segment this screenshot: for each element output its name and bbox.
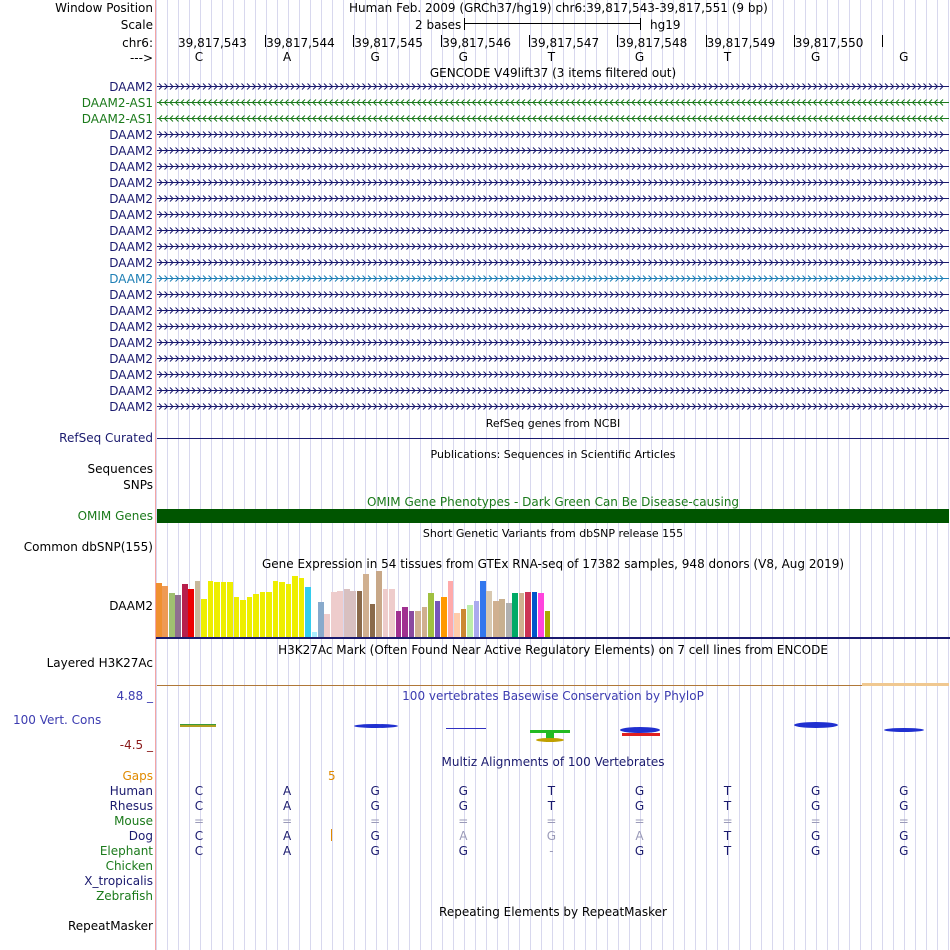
gtex-tissue-bar[interactable] xyxy=(156,583,162,637)
scale-value: 2 bases xyxy=(415,18,462,32)
gencode-transcript-model[interactable] xyxy=(157,338,949,347)
h3k27ac-track-label[interactable]: Layered H3K27Ac xyxy=(46,656,153,670)
dog-gap-marker xyxy=(331,829,332,841)
gencode-transcript-model[interactable] xyxy=(157,370,949,379)
refseq-track-title: RefSeq genes from NCBI xyxy=(485,417,621,430)
grid-line xyxy=(486,0,487,950)
multiz-aligned-base: = xyxy=(546,814,557,828)
grid-line xyxy=(156,0,157,950)
multiz-aligned-base: A xyxy=(282,829,292,843)
phylop-min-label: -4.5 _ xyxy=(119,738,153,752)
scale-label: Scale xyxy=(120,18,153,32)
multiz-aligned-base: G xyxy=(458,799,468,813)
grid-line xyxy=(915,0,916,950)
multiz-aligned-base: G xyxy=(370,844,380,858)
multiz-aligned-base: = xyxy=(634,814,645,828)
multiz-aligned-base: = xyxy=(458,814,469,828)
multiz-aligned-base: G xyxy=(634,784,645,798)
grid-line xyxy=(772,0,773,950)
multiz-aligned-base: G xyxy=(811,844,821,858)
gencode-transcript-label[interactable]: DAAM2 xyxy=(109,336,153,350)
reference-base: A xyxy=(282,50,292,64)
multiz-aligned-base: T xyxy=(547,799,556,813)
grid-line xyxy=(596,0,597,950)
grid-line xyxy=(618,0,619,950)
grid-line xyxy=(860,0,861,950)
multiz-aligned-base: G xyxy=(458,784,468,798)
gtex-tissue-bar[interactable] xyxy=(305,587,311,637)
reference-base: G xyxy=(634,50,645,64)
multiz-aligned-base: G xyxy=(370,784,380,798)
grid-line xyxy=(948,0,949,950)
gtex-tissue-bar[interactable] xyxy=(247,597,253,637)
grid-line xyxy=(695,0,696,950)
grid-line xyxy=(178,0,179,950)
grid-line xyxy=(332,0,333,950)
gtex-tissue-bar[interactable] xyxy=(182,584,188,637)
gtex-tissue-bar[interactable] xyxy=(208,581,214,637)
phylop-logo-mark-c-top xyxy=(180,724,216,725)
position-tick-label: 39,817,548 xyxy=(618,36,688,50)
multiz-aligned-base: = xyxy=(722,814,733,828)
gencode-transcript-model[interactable] xyxy=(157,178,949,187)
gtex-tissue-bar[interactable] xyxy=(286,584,292,637)
gencode-transcript-label[interactable]: DAAM2 xyxy=(109,288,153,302)
gtex-tissue-bar[interactable] xyxy=(169,593,175,637)
gencode-transcript-label[interactable]: DAAM2 xyxy=(109,208,153,222)
grid-line xyxy=(442,0,443,950)
multiz-aligned-base: C xyxy=(194,799,204,813)
gencode-transcript-label[interactable]: DAAM2 xyxy=(109,80,153,94)
gtex-tissue-bar[interactable] xyxy=(545,611,551,637)
gencode-transcript-label[interactable]: DAAM2-AS1 xyxy=(81,112,153,126)
multiz-aligned-base: = xyxy=(898,814,909,828)
grid-line xyxy=(321,0,322,950)
dbsnp-track-label[interactable]: Common dbSNP(155) xyxy=(23,540,153,554)
gencode-transcript-model[interactable] xyxy=(157,274,949,283)
position-tick-label: 39,817,543 xyxy=(178,36,247,50)
grid-line xyxy=(684,0,685,950)
position-tick-label: 39,817,544 xyxy=(266,36,335,50)
position-tick-label: 39,817,550 xyxy=(794,36,864,50)
gtex-tissue-bar[interactable] xyxy=(324,614,330,637)
gtex-tissue-bar[interactable] xyxy=(331,592,337,637)
reference-base: C xyxy=(194,50,204,64)
gtex-tissue-bar[interactable] xyxy=(344,589,350,637)
grid-line xyxy=(409,0,410,950)
h3k27ac-track-title: H3K27Ac Mark (Often Found Near Active Regulatory Elements) on 7 cell lines from ENCODE xyxy=(278,643,828,657)
multiz-aligned-base: G xyxy=(634,799,645,813)
repeatmasker-track-label[interactable]: RepeatMasker xyxy=(67,919,153,933)
gtex-tissue-bar[interactable] xyxy=(175,595,181,637)
window-position-label: Window Position xyxy=(55,1,153,15)
phylop-logo-mark-a xyxy=(622,733,660,736)
multiz-aligned-base: G xyxy=(811,784,821,798)
grid-line xyxy=(420,0,421,950)
multiz-aligned-base: = xyxy=(810,814,821,828)
multiz-aligned-base: G xyxy=(899,844,909,858)
gencode-transcript-label[interactable]: DAAM2 xyxy=(109,368,153,382)
multiz-aligned-base: A xyxy=(282,844,292,858)
grid-line xyxy=(838,0,839,950)
gencode-transcript-label[interactable]: DAAM2 xyxy=(109,144,153,158)
grid-line xyxy=(497,0,498,950)
multiz-aligned-base: C xyxy=(194,829,204,843)
gencode-transcript-label[interactable]: DAAM2 xyxy=(109,160,153,174)
grid-line xyxy=(662,0,663,950)
gtex-tissue-bar[interactable] xyxy=(376,571,382,637)
phylop-logo-mark-g4 xyxy=(794,722,838,728)
grid-line xyxy=(574,0,575,950)
gencode-transcript-label[interactable]: DAAM2 xyxy=(109,320,153,334)
gtex-tissue-bar[interactable] xyxy=(486,591,492,637)
gencode-transcript-label[interactable]: DAAM2 xyxy=(109,272,153,286)
gtex-tissue-bar[interactable] xyxy=(532,592,538,637)
position-tick-label: 39,817,545 xyxy=(354,36,423,50)
gtex-tissue-bar[interactable] xyxy=(389,589,395,637)
gtex-tissue-bar[interactable] xyxy=(221,582,227,637)
gtex-tissue-bar[interactable] xyxy=(499,599,505,637)
grid-line xyxy=(530,0,531,950)
gencode-transcript-label[interactable]: DAAM2 xyxy=(109,224,153,238)
gencode-transcript-model[interactable] xyxy=(157,354,949,363)
gencode-transcript-model[interactable] xyxy=(157,258,949,267)
gtex-tissue-bar[interactable] xyxy=(227,582,233,637)
gencode-transcript-label[interactable]: DAAM2 xyxy=(109,128,153,142)
scale-bar-right-tick xyxy=(640,18,641,30)
gtex-tissue-bar[interactable] xyxy=(201,599,207,637)
gtex-tissue-bar[interactable] xyxy=(415,611,421,637)
gencode-transcript-label[interactable]: DAAM2 xyxy=(109,400,153,414)
gtex-tissue-bar[interactable] xyxy=(318,602,324,637)
multiz-aligned-base: G xyxy=(546,829,557,843)
grid-line xyxy=(255,0,256,950)
multiz-aligned-base: G xyxy=(370,799,380,813)
multiz-species-label[interactable]: Dog xyxy=(128,829,153,843)
gtex-tissue-bar[interactable] xyxy=(350,591,356,637)
gencode-transcript-label[interactable]: DAAM2 xyxy=(109,192,153,206)
multiz-aligned-base: T xyxy=(723,799,732,813)
gencode-transcript-label[interactable]: DAAM2 xyxy=(109,256,153,270)
gencode-transcript-label[interactable]: DAAM2 xyxy=(109,384,153,398)
multiz-species-label[interactable]: Mouse xyxy=(114,814,153,828)
gtex-tissue-bar[interactable] xyxy=(467,605,473,637)
multiz-species-label[interactable]: X_tropicalis xyxy=(84,874,153,888)
gtex-tissue-bar[interactable] xyxy=(435,601,441,637)
multiz-track-title: Multiz Alignments of 100 Vertebrates xyxy=(441,755,665,769)
repeatmasker-track-title: Repeating Elements by RepeatMasker xyxy=(439,905,667,919)
position-tick-mark xyxy=(882,35,883,47)
gtex-tissue-bar[interactable] xyxy=(525,592,531,637)
gencode-transcript-model[interactable] xyxy=(157,242,949,251)
gencode-transcript-model[interactable] xyxy=(157,210,949,219)
grid-line xyxy=(343,0,344,950)
position-tick-label: 39,817,547 xyxy=(530,36,600,50)
multiz-species-label[interactable]: Elephant xyxy=(99,844,153,858)
gtex-tissue-bar[interactable] xyxy=(506,603,512,637)
grid-line xyxy=(937,0,938,950)
phylop-logo-mark-c xyxy=(180,725,216,727)
scale-assembly: hg19 xyxy=(650,18,681,32)
gtex-track-label[interactable]: DAAM2 xyxy=(109,599,153,613)
gtex-tissue-bar[interactable] xyxy=(422,607,428,637)
gtex-tissue-bar[interactable] xyxy=(363,574,369,637)
gtex-tissue-bar[interactable] xyxy=(512,593,518,637)
gtex-tissue-bar[interactable] xyxy=(299,578,305,637)
phylop-logo-mark-g3 xyxy=(620,727,660,733)
grid-line xyxy=(706,0,707,950)
grid-line xyxy=(673,0,674,950)
h3k27ac-signal-line xyxy=(157,685,949,686)
gtex-tissue-bar[interactable] xyxy=(279,582,285,637)
grid-line xyxy=(310,0,311,950)
omim-track-title: OMIM Gene Phenotypes - Dark Green Can Be Disease-causing xyxy=(366,495,740,509)
position-tick-label: 39,817,546 xyxy=(442,36,512,50)
grid-line xyxy=(233,0,234,950)
multiz-aligned-base: T xyxy=(547,784,556,798)
gtex-tissue-bar[interactable] xyxy=(292,576,298,637)
gtex-tissue-bar[interactable] xyxy=(383,589,389,637)
gtex-tissue-bar[interactable] xyxy=(162,586,168,637)
snps-label[interactable]: SNPs xyxy=(123,478,153,492)
gtex-tissue-bar[interactable] xyxy=(234,597,240,637)
reference-base: G xyxy=(899,50,909,64)
gencode-transcript-model[interactable] xyxy=(157,114,949,123)
gencode-track-title: GENCODE V49lift37 (3 items filtered out) xyxy=(429,66,677,80)
gencode-transcript-model[interactable] xyxy=(157,194,949,203)
gtex-tissue-bar[interactable] xyxy=(370,604,376,637)
multiz-species-label[interactable]: Rhesus xyxy=(109,799,153,813)
multiz-aligned-base: T xyxy=(723,829,732,843)
gtex-tissue-bar[interactable] xyxy=(480,581,486,637)
multiz-species-label[interactable]: Human xyxy=(109,784,153,798)
multiz-aligned-base: = xyxy=(193,814,205,828)
gtex-tissue-bar[interactable] xyxy=(461,609,467,637)
gencode-transcript-model[interactable] xyxy=(157,130,949,139)
multiz-aligned-base: G xyxy=(899,784,909,798)
grid-line xyxy=(222,0,223,950)
grid-line xyxy=(167,0,168,950)
grid-line xyxy=(761,0,762,950)
label-gutter-divider xyxy=(155,0,156,950)
phylop-logo-mark-g5 xyxy=(884,728,924,732)
multiz-species-label[interactable]: Zebrafish xyxy=(96,889,153,903)
grid-line xyxy=(508,0,509,950)
phylop-track-title: 100 vertebrates Basewise Conservation by PhyloP xyxy=(402,689,704,703)
multiz-aligned-base: G xyxy=(458,844,468,858)
multiz-species-label[interactable]: Chicken xyxy=(105,859,153,873)
gtex-tissue-bar[interactable] xyxy=(266,592,272,637)
gtex-tissue-bar[interactable] xyxy=(441,597,447,637)
gtex-tissue-bar[interactable] xyxy=(409,611,415,637)
multiz-aligned-base: G xyxy=(811,799,821,813)
multiz-aligned-base: G xyxy=(634,844,645,858)
multiz-aligned-base: T xyxy=(723,784,732,798)
grid-line xyxy=(750,0,751,950)
grid-line xyxy=(398,0,399,950)
gencode-transcript-model[interactable] xyxy=(157,386,949,395)
grid-line xyxy=(387,0,388,950)
grid-line xyxy=(475,0,476,950)
gtex-tissue-bar[interactable] xyxy=(448,581,454,637)
publications-track-title: Publications: Sequences in Scientific Articles xyxy=(430,448,676,461)
grid-line xyxy=(431,0,432,950)
gencode-transcript-label[interactable]: DAAM2 xyxy=(109,240,153,254)
grid-line xyxy=(519,0,520,950)
grid-line xyxy=(607,0,608,950)
gtex-tissue-bar[interactable] xyxy=(474,601,480,637)
window-position-value: Human Feb. 2009 (GRCh37/hg19) chr6:39,817,543-39,817,551 (9 bp) xyxy=(349,1,768,15)
gtex-tissue-bar[interactable] xyxy=(195,581,201,637)
grid-line xyxy=(651,0,652,950)
grid-line xyxy=(244,0,245,950)
grid-line xyxy=(354,0,355,950)
gtex-tissue-bar[interactable] xyxy=(260,592,266,637)
grid-line xyxy=(794,0,795,950)
multiz-aligned-base: G xyxy=(899,829,909,843)
gencode-transcript-label[interactable]: DAAM2 xyxy=(109,304,153,318)
gtex-tissue-bar[interactable] xyxy=(357,591,363,637)
grid-line xyxy=(299,0,300,950)
gencode-transcript-model[interactable] xyxy=(157,402,949,411)
multiz-aligned-base: - xyxy=(549,844,554,858)
multiz-aligned-base: C xyxy=(194,784,204,798)
gtex-tissue-bar[interactable] xyxy=(214,582,220,637)
gencode-transcript-label[interactable]: DAAM2 xyxy=(109,352,153,366)
phylop-track-label[interactable]: 100 Vert. Cons xyxy=(13,713,102,727)
strand-direction-label: ---> xyxy=(129,51,153,65)
phylop-logo-mark-t-base xyxy=(536,738,564,742)
multiz-aligned-base: G xyxy=(370,829,380,843)
grid-line xyxy=(585,0,586,950)
multiz-aligned-base: = xyxy=(282,814,293,828)
grid-line xyxy=(739,0,740,950)
phylop-logo-mark-g1 xyxy=(354,724,398,728)
scale-bar xyxy=(464,23,641,24)
gencode-transcript-model[interactable] xyxy=(157,306,949,315)
reference-base: G xyxy=(811,50,821,64)
gencode-transcript-model[interactable] xyxy=(157,146,949,155)
gtex-tissue-bar[interactable] xyxy=(337,591,343,637)
multiz-aligned-base: A xyxy=(282,799,292,813)
grid-line xyxy=(211,0,212,950)
grid-line xyxy=(926,0,927,950)
gtex-tissue-bar[interactable] xyxy=(396,611,402,637)
reference-base: T xyxy=(723,50,732,64)
grid-line xyxy=(827,0,828,950)
gencode-transcript-model[interactable] xyxy=(157,162,949,171)
chromosome-label: chr6: xyxy=(122,36,153,50)
phylop-max-label: 4.88 _ xyxy=(116,689,153,703)
gtex-gene-model-line xyxy=(156,637,950,639)
multiz-aligned-base: A xyxy=(282,784,292,798)
multiz-aligned-base: C xyxy=(194,844,204,858)
grid-line xyxy=(266,0,267,950)
gencode-transcript-model[interactable] xyxy=(157,290,949,299)
gtex-bar-chart[interactable] xyxy=(156,571,556,637)
omim-track-label[interactable]: OMIM Genes xyxy=(77,509,153,523)
reference-base: G xyxy=(458,50,468,64)
multiz-aligned-base: A xyxy=(459,829,468,843)
refseq-track-label[interactable]: RefSeq Curated xyxy=(59,431,153,445)
omim-gene-bar[interactable] xyxy=(157,509,949,523)
h3k27ac-signal-peak xyxy=(862,683,949,686)
scale-bar-left-tick xyxy=(464,18,465,30)
gencode-transcript-label[interactable]: DAAM2 xyxy=(109,176,153,190)
grid-line xyxy=(783,0,784,950)
gtex-tissue-bar[interactable] xyxy=(402,607,408,637)
gencode-transcript-model[interactable] xyxy=(157,322,949,331)
grid-line xyxy=(563,0,564,950)
gtex-tissue-bar[interactable] xyxy=(240,600,246,637)
gtex-tissue-bar[interactable] xyxy=(273,581,279,637)
multiz-aligned-base: T xyxy=(723,844,732,858)
reference-base: T xyxy=(547,50,556,64)
multiz-aligned-base: = xyxy=(370,814,381,828)
gtex-track-title: Gene Expression in 54 tissues from GTEx RNA-seq of 17382 samples, 948 donors (V8, Aug 2019) xyxy=(261,557,845,571)
gencode-transcript-label[interactable]: DAAM2-AS1 xyxy=(81,96,153,110)
gtex-tissue-bar[interactable] xyxy=(538,593,544,637)
position-tick-label: 39,817,549 xyxy=(706,36,776,50)
grid-line xyxy=(849,0,850,950)
gtex-tissue-bar[interactable] xyxy=(428,593,434,637)
gencode-transcript-model[interactable] xyxy=(157,98,949,107)
gaps-count: 5 xyxy=(328,769,336,783)
gtex-tissue-bar[interactable] xyxy=(519,593,525,637)
phylop-logo-mark-g2 xyxy=(446,728,486,729)
gtex-tissue-bar[interactable] xyxy=(454,613,460,637)
phylop-sequence-logo xyxy=(156,715,950,743)
gencode-transcript-model[interactable] xyxy=(157,82,949,91)
dbsnp-track-title: Short Genetic Variants from dbSNP release 155 xyxy=(422,527,684,540)
gtex-tissue-bar[interactable] xyxy=(493,601,499,637)
multiz-aligned-base: G xyxy=(811,829,821,843)
reference-base: G xyxy=(370,50,380,64)
grid-line xyxy=(882,0,883,950)
publications-track-label[interactable]: Sequences xyxy=(87,462,153,476)
gtex-tissue-bar[interactable] xyxy=(188,589,194,637)
grid-line xyxy=(871,0,872,950)
gtex-tissue-bar[interactable] xyxy=(253,594,259,637)
multiz-aligned-base: G xyxy=(899,799,909,813)
gaps-label: Gaps xyxy=(122,769,153,783)
refseq-gene-line[interactable] xyxy=(157,438,949,439)
multiz-aligned-base: A xyxy=(635,829,644,843)
gencode-transcript-model[interactable] xyxy=(157,226,949,235)
